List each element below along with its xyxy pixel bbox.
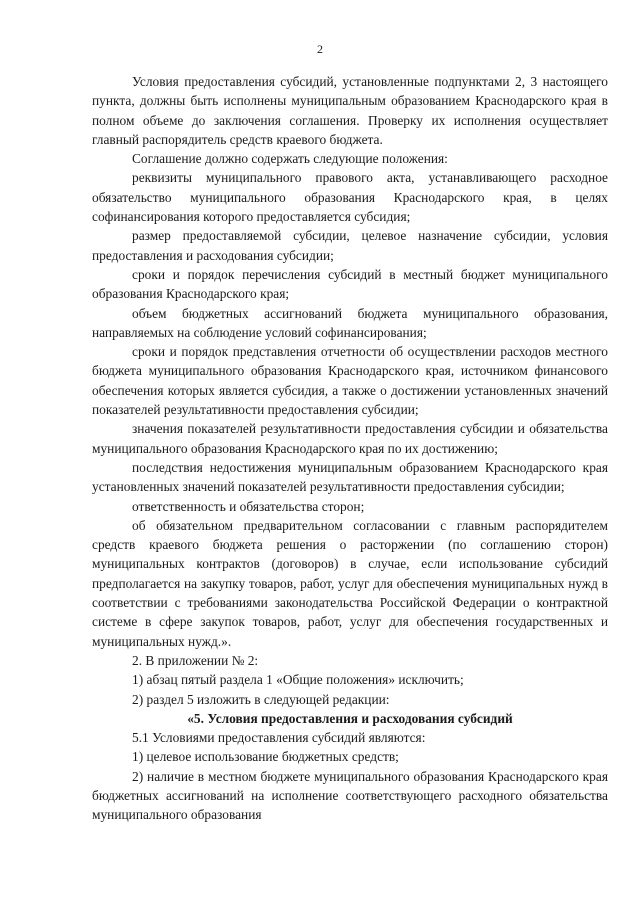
paragraph: значения показателей результативности предоставления субсидии и обязательства муниципального образования Краснодарского края по их достижению; [92, 421, 608, 456]
section-heading: «5. Условия предоставления и расходования субсидий [187, 710, 513, 726]
paragraph: реквизиты муниципального правового акта, устанавливающего расходное обязательство муниципального образования Краснодарского края, в целях софинансирования которого предоставляется субсидия; [92, 170, 608, 225]
paragraph: Условия предоставления субсидий, установленные подпунктами 2, 3 настоящего пункта, должны быть исполнены муниципальным образованием Краснодарского края в полном объеме до заключения соглашения. Проверку их исполнения осуществляет главный распорядитель средств краевого бюджета. [92, 74, 608, 147]
paragraph: последствия недостижения муниципальным образованием Краснодарского края установленных значений показателей результативности предоставления субсидии; [92, 459, 608, 495]
paragraph: 1) целевое использование бюджетных средств; [132, 749, 399, 765]
paragraph: об обязательном предварительном согласовании с главным распорядителем средств краевого бюджета решения о расторжении (по соглашению сторон) муниципальных контрактов (договоров) в случае, если использование субсидий предполагается на закупку товаров, работ, услуг для обеспечения муниципальных нужд в соответствии с требованиями законодательства Российской Федерации о контрактной системе в сфере закупок товаров, работ, услуг для обеспечения государственных и муниципальных нужд.». [92, 517, 608, 649]
paragraph: сроки и порядок представления отчетности об осуществлении расходов местного бюджета муниципального образования Краснодарского края, источником финансового обеспечения которых является субсидия, а также о достижении установленных значений показателей результативности предоставления субсидии; [92, 344, 608, 418]
paragraph: 2) наличие в местном бюджете муниципального образования Краснодарского края бюджетных ассигнований на исполнение соответствующего расходного обязательства муниципального образования [92, 768, 608, 823]
paragraph: Соглашение должно содержать следующие положения: [132, 151, 448, 167]
paragraph: размер предоставляемой субсидии, целевое назначение субсидии, условия предоставления и расходования субсидии; [92, 228, 608, 263]
paragraph: 2. В приложении № 2: [132, 652, 259, 668]
paragraph: ответственность и обязательства сторон; [132, 498, 365, 514]
paragraph: 5.1 Условиями предоставления субсидий являются: [132, 730, 426, 746]
paragraph: сроки и порядок перечисления субсидий в местный бюджет муниципального образования Краснодарского края; [92, 266, 608, 302]
document-body [92, 72, 608, 825]
paragraph: 1) абзац пятый раздела 1 «Общие положения» исключить; [132, 672, 464, 688]
page-number: 2 [317, 42, 323, 56]
paragraph: 2) раздел 5 изложить в следующей редакции: [132, 691, 390, 707]
paragraph: объем бюджетных ассигнований бюджета муниципального образования, направляемых на соблюдение условий софинансирования; [92, 305, 608, 340]
